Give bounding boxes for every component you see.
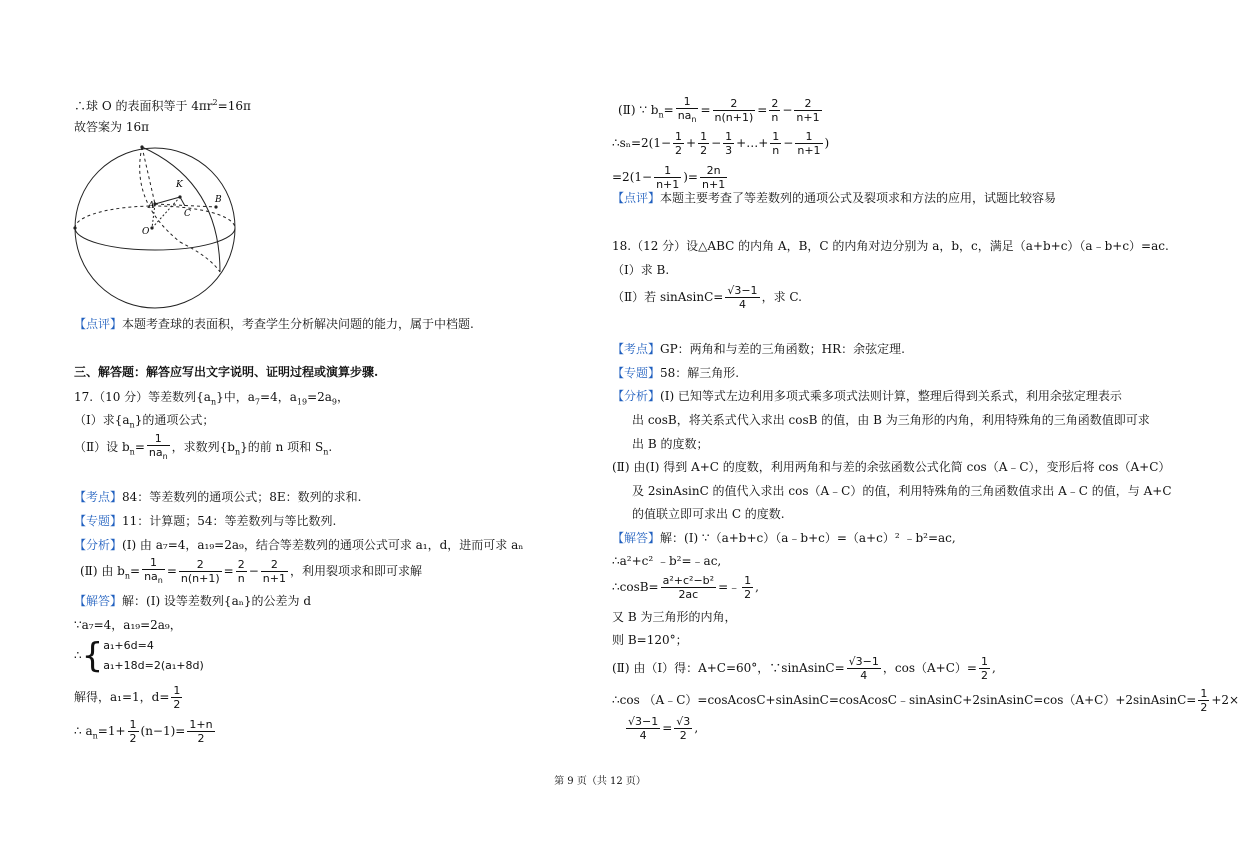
q17-part2: （Ⅱ）设 $b_n=$ $\frac{1}{na_n}$ ，求数列$\{b_n\}$的前 n 项和 $S_n$. [74, 432, 333, 462]
q17-system: ∴{ a₁+6d=4 a₁+18d=2(a₁+8d) [74, 636, 204, 676]
q17-part1: （Ⅰ）求$\{a_n\}$的通项公式； [74, 413, 215, 430]
sphere-figure [70, 142, 240, 312]
sphere-area-line: ∴球 O 的表面积等于 $4\pi r^2=16\pi$ [74, 98, 251, 113]
q18-part2: （Ⅱ）若 sinAsinC= $\frac{√3-1}{4}$ ，求 C. [612, 284, 802, 311]
q18-j6: (Ⅱ) 由（Ⅰ）得：A+C=60°，∵sinAsinC= $\frac{√3-1}{4}$ ，cos（A+C）= $\frac{1}{2}$ , [612, 655, 996, 682]
q18-fenxi-3: 出 B 的度数； [632, 437, 709, 451]
q18-j5: 则 B=120°； [612, 633, 688, 647]
q17-ii-bn: (Ⅱ) ∵ $b_n=$ $\frac{1}{na_n}$ = $\frac{2}{n(n+1)}$ = $\frac{2}{n}$ − $\frac{2}{n+1}$ [618, 95, 820, 125]
q18-cosb: ∴cosB= $\frac{\text{a²+c²−b²}}{2ac}$ =﹣ $\frac{1}{2}$ , [612, 574, 759, 601]
q18-j7: ∴cos （A﹣C）=cosAcosC+sinAsinC=cosAcosC﹣sinAsinC+2sinAsinC=cos（A+C）+2sinAsinC= $\frac{1}{2}$ +2× [612, 687, 1239, 714]
q18-j4: 又 B 为三角形的内角， [612, 610, 737, 624]
q18-jieda: 【解答】解：(Ⅰ) ∵（a+b+c）（a﹣b+c）=（a+c）² ﹣b²=ac, [612, 531, 956, 545]
q17-because: ∵a₇=4，a₁₉=2a₉， [74, 618, 182, 632]
q18-j8: $\frac{√3-1}{4}$ = $\frac{√3}{2}$ , [628, 715, 699, 742]
q17-dianping: 【点评】本题主要考查了等差数列的通项公式及裂项求和方法的应用，试题比较容易 [612, 191, 1057, 205]
q18-kaodian: 【考点】GP：两角和与差的三角函数；HR：余弦定理. [612, 342, 905, 356]
label-o: O [142, 227, 150, 237]
q17-an: ∴ $a_n=1+$ $\frac{1}{2}$ (n−1)= $\frac{1+n}{2}$ [74, 718, 213, 745]
q17-ii-result: =2(1− $\frac{1}{n+1}$ )= $\frac{2n}{n+1}$ [612, 164, 726, 191]
q18-fenxi-2: 出 cosB，将关系式代入求出 cosB 的值，由 B 为三角形的内角，利用特殊角的三角函数值即可求 [632, 413, 1150, 427]
q17-ii-sn: ∴sₙ=2(1− $\frac{1}{2}$ + $\frac{1}{2}$ − $\frac{1}{3}$ +…+ $\frac{1}{n}$ − $\frac{1}{n+1}$ ) [612, 130, 830, 157]
q17-heading: 17.（10 分）等差数列$\{a_n\}$中，$a_7=4$，$a_{19}=2a_9$， [74, 390, 350, 407]
q18-fenxi-6: 的值联立即可求出 C 的度数. [632, 507, 785, 521]
q18-zhuanti: 【专题】58：解三角形. [612, 366, 740, 380]
q18-part1: （Ⅰ）求 B. [612, 263, 670, 277]
q17-zhuanti: 【专题】11：计算题；54：等差数列与等比数列. [74, 514, 337, 528]
q17-fenxi-2: (Ⅱ) 由 $b_n=$ $\frac{1}{na_n}$ = $\frac{2}{n(n+1)}$ = $\frac{2}{n}$ − $\frac{2}{n+1}$ ，利用裂项求和即可求解 [80, 556, 422, 586]
label-c: C [184, 209, 191, 219]
q18-heading: 18.（12 分）设△ABC 的内角 A，B，C 的内角对边分别为 a，b，c，满足（a+b+c）（a﹣b+c）=ac. [612, 239, 1169, 253]
q18-fenxi-4: (Ⅱ) 由(Ⅰ) 得到 A+C 的度数，利用两角和与差的余弦函数公式化简 cos（A﹣C），变形后将 cos（A+C） [612, 460, 1171, 474]
q18-j2: ∴a²+c² ﹣b²=﹣ac, [612, 554, 722, 568]
answer-line: 故答案为 16π [74, 120, 149, 134]
section3-heading: 三、解答题：解答应写出文字说明、证明过程或演算步骤. [74, 365, 379, 379]
q18-fenxi-5: 及 2sinAsinC 的值代入求出 cos（A﹣C）的值，利用特殊角的三角函数值求出 A﹣C 的值，与 A+C [632, 484, 1172, 498]
page-footer: 第 9 页（共 12 页） [554, 776, 646, 787]
q17-jieda: 【解答】解：(Ⅰ) 设等差数列{aₙ}的公差为 d [74, 594, 312, 608]
q18-fenxi-1: 【分析】(Ⅰ) 已知等式左边利用多项式乘多项式法则计算，整理后得到关系式，利用余弦定理表示 [612, 389, 1122, 403]
label-a: A [148, 201, 155, 211]
dianping-line: 【点评】本题考查球的表面积，考查学生分析解决问题的能力，属于中档题. [74, 317, 474, 331]
label-k: K [176, 180, 183, 190]
q17-fenxi: 【分析】(Ⅰ) 由 a₇=4，a₁₉=2a₉，结合等差数列的通项公式可求 a₁，d，进而可求 aₙ [74, 538, 524, 552]
label-b: B [215, 195, 222, 205]
q17-kaodian: 【考点】84：等差数列的通项公式；8E：数列的求和. [74, 490, 362, 504]
q17-solve: 解得，a₁=1，d= $\frac{1}{2}$ [74, 684, 181, 711]
